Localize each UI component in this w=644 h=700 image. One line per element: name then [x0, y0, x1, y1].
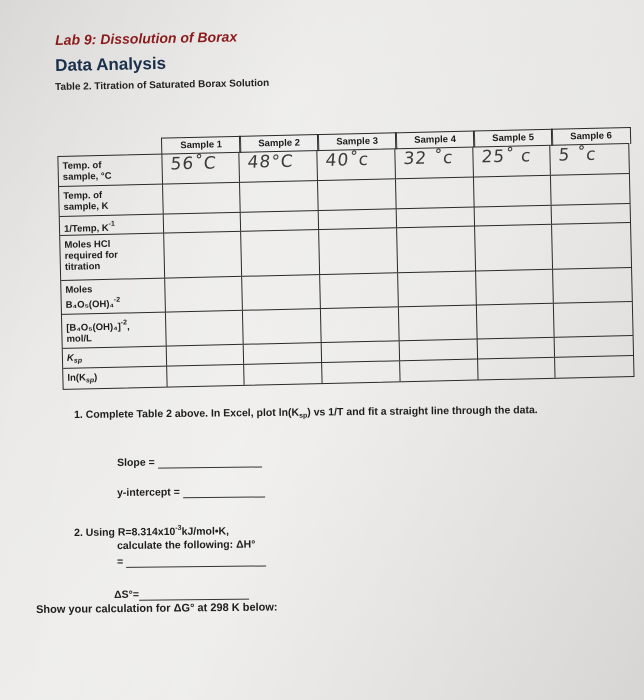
cell-inverse-temp-4[interactable] [396, 208, 474, 228]
row-label-line: Moles [65, 284, 93, 296]
handwritten-value: 40˚c [324, 149, 370, 171]
subscript: sp [73, 357, 83, 365]
delta-s-blank[interactable] [139, 599, 249, 601]
cell-temp-k-1[interactable] [163, 183, 241, 214]
row-label-ln-ksp [63, 367, 167, 389]
slope-label: Slope = [117, 456, 155, 469]
question-2-units: kJ/mol•K, [181, 525, 230, 538]
handwritten-value: 48°C [247, 151, 295, 173]
delta-h-line [117, 554, 266, 568]
cell-ksp-4[interactable] [399, 340, 477, 361]
cell-temp-c-2[interactable] [240, 151, 318, 182]
cell-moles-hcl-3[interactable] [319, 228, 398, 274]
cell-concentration-4[interactable] [399, 306, 477, 341]
row-label-line: sample, K [63, 200, 109, 213]
cell-temp-c-3[interactable] [317, 149, 395, 180]
delta-s-label: ΔS°= [114, 588, 140, 601]
row-label-line: required for [64, 249, 119, 262]
row-label-moles-hcl [60, 234, 165, 280]
cell-ksp-3[interactable] [322, 341, 400, 362]
row-label-line: Temp. of [62, 159, 102, 172]
cell-ln-ksp-2[interactable] [245, 363, 323, 385]
row-label-text: ln(K [67, 372, 86, 384]
cell-inverse-temp-5[interactable] [474, 206, 552, 226]
row-label-temp-k [59, 185, 163, 216]
subscript: sp [85, 377, 95, 385]
cell-temp-k-2[interactable] [240, 181, 318, 212]
row-label-line: mol/L [66, 333, 92, 345]
row-label-moles-borate [61, 279, 165, 314]
cell-ksp-5[interactable] [477, 338, 555, 359]
charge-superscript: -2 [120, 319, 128, 327]
cell-moles-borate-1[interactable] [165, 277, 243, 312]
table-caption: Table 2. Titration of Saturated Borax Solution [55, 77, 270, 93]
cell-ln-ksp-6[interactable] [555, 356, 633, 378]
row-label-text: ) [93, 372, 98, 384]
handwritten-value: 56˚C [169, 153, 218, 175]
row-label-text: 1/Temp, K [63, 222, 109, 235]
show-calculation-instruction: Show your calculation for ΔG° at 298 K below: [36, 601, 278, 616]
cell-temp-k-5[interactable] [473, 176, 551, 207]
col-header-sample-2: Sample 2 [239, 134, 319, 153]
intercept-label: y-intercept = [117, 486, 180, 499]
row-label-inverse-temp [60, 215, 164, 235]
superscript: -3 [175, 524, 182, 532]
row-label-line: Moles HCl [64, 238, 111, 251]
row-label-line: Temp. of [63, 189, 103, 202]
question-2-text: 2. Using R=8.314x10 [74, 525, 176, 539]
borate-formula: [B₄O₅(OH)₄] [66, 321, 121, 334]
lab-title: Lab 9: Dissolution of Borax [55, 28, 238, 48]
cell-concentration-2[interactable] [243, 309, 321, 344]
handwritten-value: 25˚ c [480, 146, 532, 168]
cell-ksp-1[interactable] [166, 345, 244, 366]
cell-moles-hcl-1[interactable] [164, 232, 243, 278]
subscript: sp [299, 412, 308, 420]
row-label-text: K [66, 352, 74, 364]
question-1 [74, 404, 538, 422]
col-header-sample-1: Sample 1 [161, 136, 241, 155]
cell-temp-k-4[interactable] [396, 178, 474, 209]
borate-formula: B₄O₅(OH)₄ [65, 298, 115, 311]
charge-superscript: -2 [113, 296, 121, 304]
equals-sign: = [117, 555, 124, 568]
delta-h-blank[interactable] [126, 565, 266, 567]
col-header-sample-3: Sample 3 [317, 132, 397, 151]
cell-ln-ksp-3[interactable] [322, 361, 400, 383]
slope-blank[interactable] [158, 466, 262, 468]
row-label-ksp [63, 347, 167, 368]
cell-moles-hcl-2[interactable] [242, 230, 321, 276]
cell-temp-k-3[interactable] [318, 179, 396, 210]
cell-moles-borate-5[interactable] [476, 270, 554, 305]
question-2-line2: calculate the following: ΔH° [117, 538, 256, 552]
cell-moles-borate-2[interactable] [243, 275, 321, 310]
cell-temp-c-6[interactable] [551, 144, 629, 175]
cell-moles-borate-3[interactable] [320, 273, 398, 308]
cell-moles-hcl-6[interactable] [552, 223, 631, 269]
question-1-text-end: ) vs 1/T and fit a straight line through the data. [307, 404, 538, 419]
cell-concentration-6[interactable] [554, 302, 632, 337]
row-label-borate-concentration: $[B_4O_5(OH)_4]^{-2}$, mol/L [62, 313, 166, 348]
cell-ksp-6[interactable] [555, 336, 633, 357]
cell-temp-c-5[interactable] [473, 146, 551, 177]
question-2 [74, 524, 229, 539]
cell-concentration-3[interactable] [321, 307, 399, 342]
cell-moles-borate-6[interactable] [553, 268, 631, 303]
row-label-temp-c [58, 155, 162, 186]
cell-moles-hcl-4[interactable] [397, 227, 476, 273]
row-label-line: titration [64, 261, 101, 273]
cell-inverse-temp-6[interactable] [552, 204, 630, 224]
cell-inverse-temp-2[interactable] [241, 211, 319, 231]
section-title: Data Analysis [55, 53, 167, 75]
cell-concentration-5[interactable] [476, 304, 554, 339]
cell-temp-c-1[interactable] [162, 153, 240, 184]
question-1-text: 1. Complete Table 2 above. In Excel, plot ln(K [74, 406, 300, 421]
cell-moles-borate-4[interactable] [398, 272, 476, 307]
intercept-blank[interactable] [183, 496, 265, 498]
cell-ln-ksp-5[interactable] [478, 358, 556, 380]
row-label-line: sample, °C [62, 170, 112, 183]
table-grid [57, 143, 634, 390]
cell-temp-c-4[interactable] [395, 148, 473, 179]
col-header-sample-5: Sample 5 [473, 129, 553, 148]
cell-inverse-temp-1[interactable] [163, 213, 241, 233]
cell-moles-hcl-5[interactable] [475, 225, 554, 271]
intercept-line [117, 485, 265, 499]
handwritten-value: 5 ˚c [557, 144, 598, 166]
col-header-sample-4: Sample 4 [395, 131, 475, 150]
cell-temp-k-6[interactable] [551, 174, 629, 205]
cell-ksp-2[interactable] [244, 343, 322, 364]
handwritten-value: 32 ˚c [402, 147, 455, 170]
cell-ln-ksp-1[interactable] [167, 365, 245, 387]
cell-concentration-1[interactable] [166, 311, 244, 346]
titration-table [57, 127, 635, 390]
col-header-sample-6: Sample 6 [551, 127, 631, 146]
slope-line [117, 455, 262, 469]
delta-s-line [114, 588, 249, 601]
cell-inverse-temp-3[interactable] [319, 209, 397, 229]
superscript: -1 [108, 220, 115, 228]
cell-ln-ksp-4[interactable] [400, 360, 478, 382]
